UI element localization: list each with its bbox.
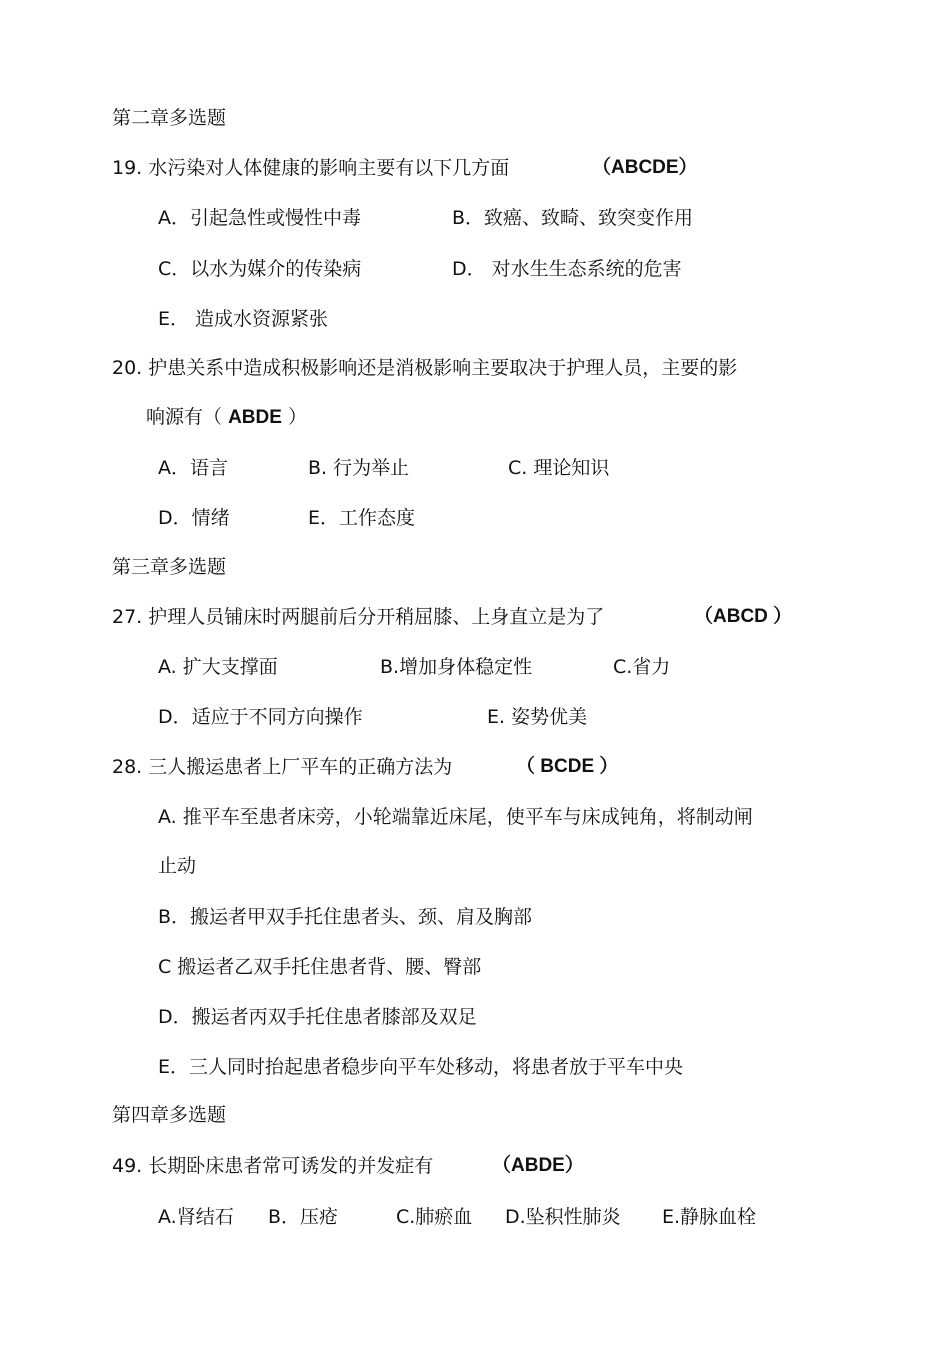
q27-stem: 27. 护理人员铺床时两腿前后分开稍屈膝、上身直立是为了 <box>112 606 605 628</box>
q49-stem: 49. 长期卧床患者常可诱发的并发症有 <box>112 1155 434 1177</box>
q28-option-c: C 搬运者乙双手托住患者背、腰、臀部 <box>158 956 482 978</box>
q27-option-d: D．适应于不同方向操作 <box>158 706 363 728</box>
q28-option-d: D．搬运者丙双手托住患者膝部及双足 <box>158 1006 477 1028</box>
q49-answer: （ABDE） <box>492 1155 584 1176</box>
q19-option-b: B．致癌、致畸、致突变作用 <box>452 207 694 229</box>
q49-option-b: B．压疮 <box>268 1206 339 1228</box>
q20-answer: ABDE <box>228 407 282 428</box>
q28-option-e: E．三人同时抬起患者稳步向平车处移动，将患者放于平车中央 <box>158 1056 684 1078</box>
q49-option-c: C.肺瘀血 <box>396 1206 473 1228</box>
q28-answer: （ BCDE ） <box>516 756 619 777</box>
q19-option-c: C．以水为媒介的传染病 <box>158 258 362 280</box>
q20-close-paren: ） <box>287 406 307 428</box>
q19-option-e: E． 造成水资源紧张 <box>158 308 329 330</box>
q19-option-a: A．引起急性或慢性中毒 <box>158 207 361 229</box>
chapter-2-heading: 第二章多选题 <box>112 107 227 129</box>
q20-option-a: A．语言 <box>158 457 228 479</box>
q27-option-b: B.增加身体稳定性 <box>380 656 533 678</box>
q20-option-b: B. 行为举止 <box>308 457 410 479</box>
q19-option-d: D． 对水生生态系统的危害 <box>452 258 682 280</box>
q19-answer: （ABCDE） <box>592 157 698 178</box>
q20-stem-line1: 20. 护患关系中造成积极影响还是消极影响主要取决于护理人员，主要的影 <box>112 357 738 379</box>
q20-stem-line2-text: 响源有（ <box>146 406 223 428</box>
chapter-4-heading: 第四章多选题 <box>112 1104 227 1126</box>
q27-option-a: A. 扩大支撑面 <box>158 656 278 678</box>
q49-option-a: A.肾结石 <box>158 1206 234 1228</box>
q27-answer: （ABCD ） <box>694 606 793 627</box>
q49-option-e: E.静脉血栓 <box>662 1206 757 1228</box>
q20-stem-line2 <box>146 405 307 430</box>
q27-option-c: C.省力 <box>613 656 671 678</box>
q28-option-b: B．搬运者甲双手托住患者头、颈、肩及胸部 <box>158 906 533 928</box>
q20-option-d: D．情绪 <box>158 507 230 529</box>
q28-stem: 28. 三人搬运患者上厂平车的正确方法为 <box>112 756 453 778</box>
q27-option-e: E. 姿势优美 <box>487 706 588 728</box>
q49-option-d: D.坠积性肺炎 <box>505 1206 621 1228</box>
q20-option-c: C. 理论知识 <box>508 457 610 479</box>
chapter-3-heading: 第三章多选题 <box>112 556 227 578</box>
q19-stem: 19. 水污染对人体健康的影响主要有以下几方面 <box>112 157 510 179</box>
q20-option-e: E．工作态度 <box>308 507 416 529</box>
q28-option-a-line2: 止动 <box>158 855 197 877</box>
q28-option-a-line1: A. 推平车至患者床旁，小轮端靠近床尾，使平车与床成钝角，将制动闸 <box>158 806 753 828</box>
